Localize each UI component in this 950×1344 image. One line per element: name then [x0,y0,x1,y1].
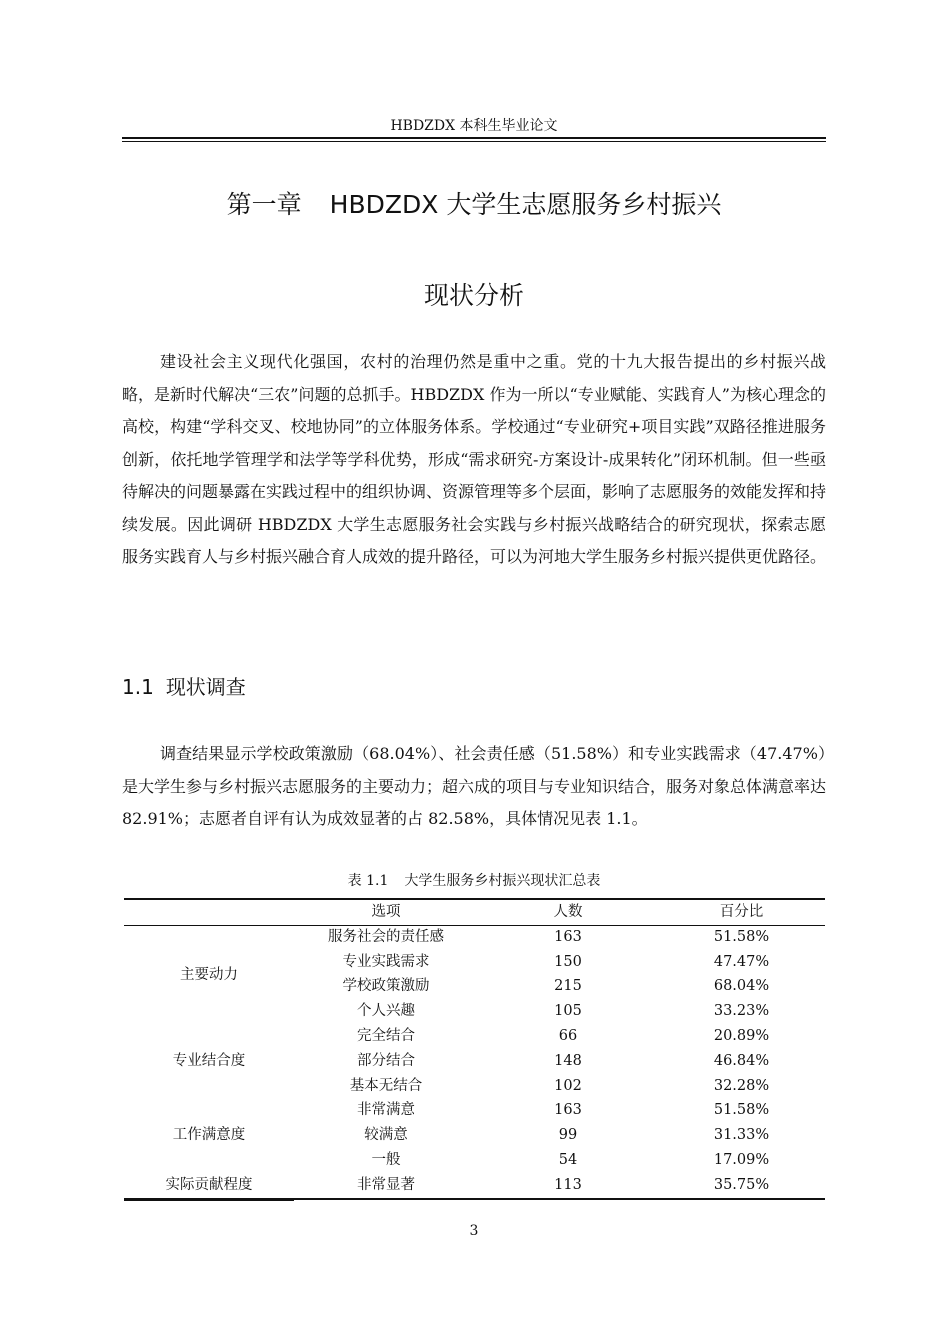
table-cell-percent: 51.58% [713,929,770,945]
table-cell-count: 215 [554,978,582,994]
table-header-option: 选项 [371,904,401,920]
table-top-rule [124,898,825,900]
table-cell-count: 66 [558,1028,578,1044]
table-cell-count: 150 [554,954,582,970]
table-cell-option: 个人兴趣 [357,1003,415,1019]
table-caption [122,872,826,890]
table-cell-count: 113 [554,1177,582,1193]
table-cell-percent: 32.28% [713,1078,770,1094]
header-rule-thick [122,137,826,139]
table-caption-label: 表 1.1 [347,873,389,889]
running-header: HBDZDX 本科生毕业论文 [390,118,558,134]
table-cell-option: 完全结合 [357,1028,415,1044]
table-cell-percent: 17.09% [713,1152,770,1168]
table-cell-option: 服务社会的责任感 [328,929,444,945]
header-rule-thin [122,141,826,142]
table-cell-option: 非常满意 [357,1102,415,1118]
table-cell-count: 105 [554,1003,582,1019]
table-cell-count: 163 [554,929,582,945]
chapter-number: 第一章 [226,190,302,219]
table-caption-title: 大学生服务乡村振兴现状汇总表 [404,873,601,889]
table-cell-option: 基本无结合 [349,1078,423,1094]
intro-paragraph: 建设社会主义现代化强国，农村的治理仍然是重中之重。党的十九大报告提出的乡村振兴战略，是新时代解决“三农”问题的总抓手。HBDZDX 作为一所以“专业赋能、实践育人”为核心理念的高校，构建“学科交叉、校地协同”的立体服务体系。学校通过“专业研究+项目实践”双路径推进服务创新，依托地学管理学和法学等学科优势，形成“需求研究-方案设计-成果转化”闭环机制。但一些亟待解决的问题暴露在实践过程中的组织协调、资源管理等多个层面，影响了志愿服务的效能发挥和持续发展。因此调研 HBDZDX 大学生志愿服务社会实践与乡村振兴战略结合的研究现状，探索志愿服务实践育人与乡村振兴融合育人成效的提升路径，可以为河地大学生服务乡村振兴提供更优路径。 [122,352,827,566]
survey-paragraph: 调查结果显示学校政策激励（68.04%）、社会责任感（51.58%）和专业实践需求（47.47%）是大学生参与乡村振兴志愿服务的主要动力；超六成的项目与专业知识结合，服务对象总体满意率达 82.91%；志愿者自评有认为成效显著的占 82.58%，具体情况见表 1.1。 [122,744,827,828]
table-cell-option: 非常显著 [357,1177,415,1193]
table-cell-option: 专业实践需求 [342,954,430,970]
table-group-label: 主要动力 [180,967,238,983]
table-cell-count: 163 [554,1102,582,1118]
table-cell-percent: 46.84% [713,1053,770,1069]
chapter-title-line-1 [122,190,826,220]
table-bottom-rule-left [124,1200,294,1201]
table-cell-option: 一般 [371,1152,401,1168]
page-number: 3 [469,1223,479,1239]
table-cell-percent: 51.58% [713,1102,770,1118]
table-cell-count: 54 [558,1152,578,1168]
chapter-title-text: HBDZDX 大学生志愿服务乡村振兴 [329,190,722,219]
table-cell-option: 较满意 [364,1127,408,1143]
table-group-label: 实际贡献程度 [165,1177,253,1193]
table-cell-percent: 68.04% [713,978,770,994]
table-cell-count: 102 [554,1078,582,1094]
table-group-label: 工作满意度 [172,1127,246,1143]
table-group-label: 专业结合度 [172,1053,246,1069]
table-cell-option: 学校政策激励 [342,978,430,994]
table-cell-percent: 20.89% [713,1028,770,1044]
chapter-title-line-2: 现状分析 [423,281,524,310]
section-number: 1.1 [122,675,154,699]
table-cell-count: 148 [554,1053,582,1069]
section-title: 现状调查 [165,675,246,699]
table-cell-percent: 35.75% [713,1177,770,1193]
table-cell-percent: 33.23% [713,1003,770,1019]
section-heading [122,674,246,700]
table-cell-option: 部分结合 [357,1053,415,1069]
table-cell-count: 99 [558,1127,578,1143]
table-header-count: 人数 [553,904,583,920]
table-cell-percent: 47.47% [713,954,770,970]
table-header-percent: 百分比 [719,904,764,920]
table-header-rule [124,925,825,926]
table-cell-percent: 31.33% [713,1127,770,1143]
